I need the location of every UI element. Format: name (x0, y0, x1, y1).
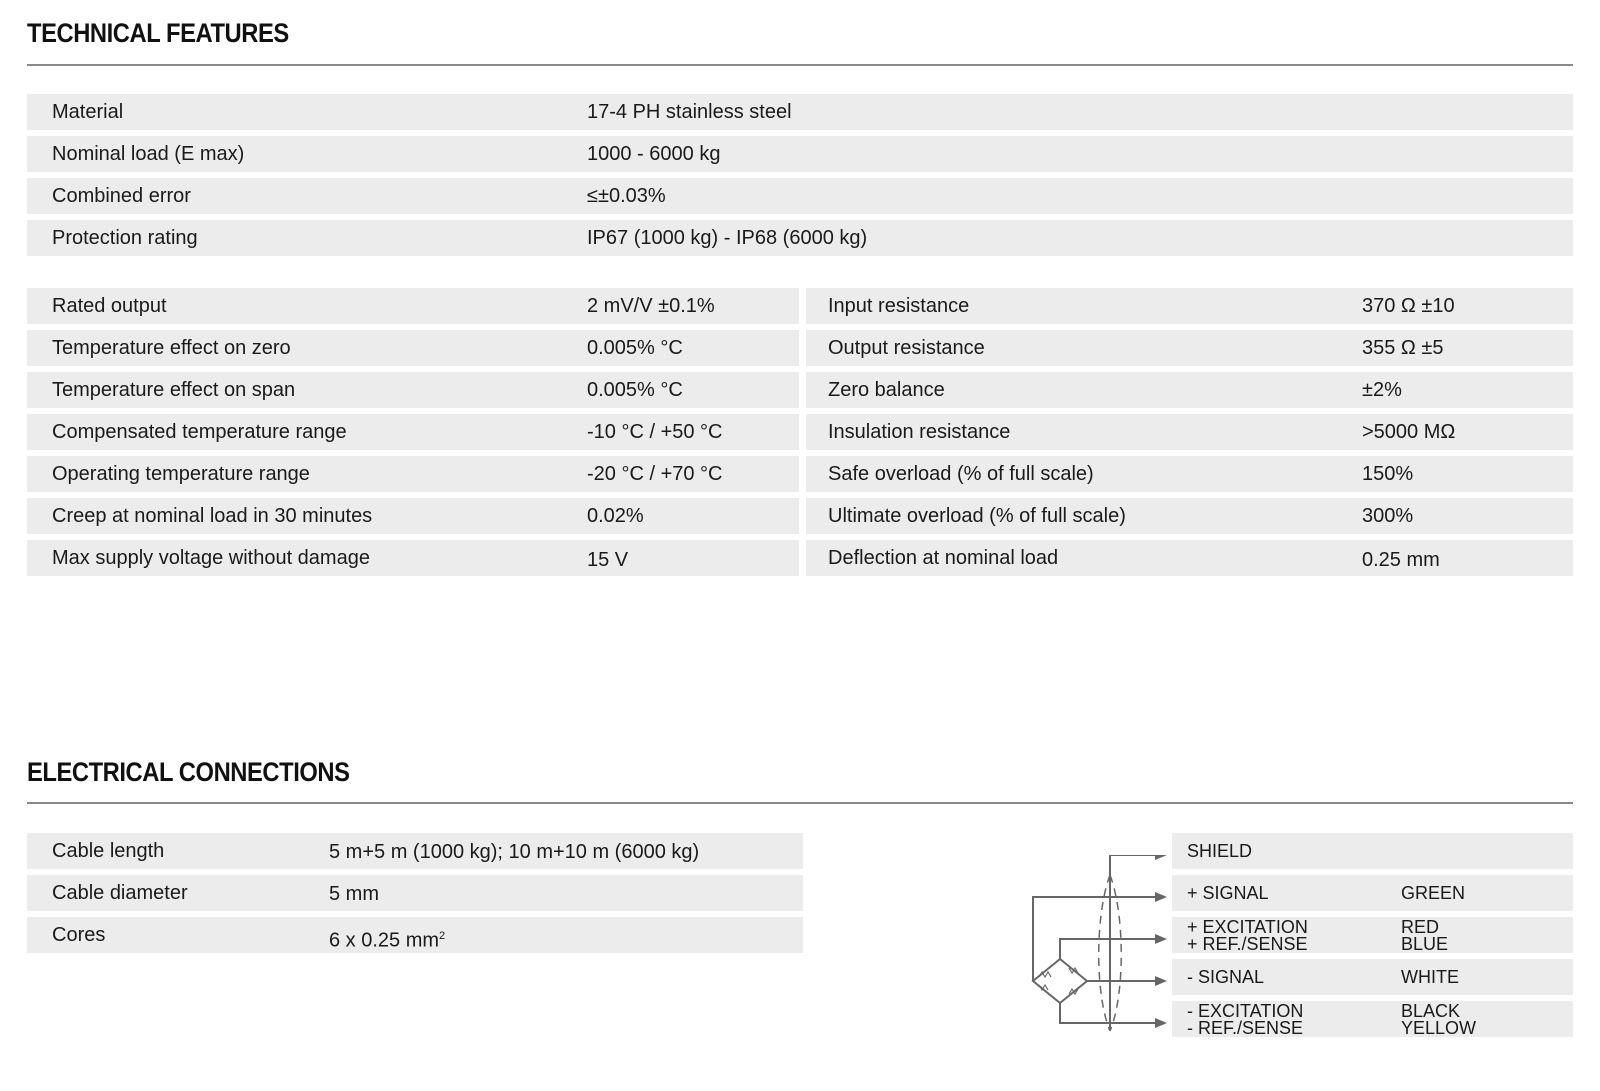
spec-value: 370 Ω ±10 (1362, 295, 1455, 317)
cores-superscript: 2 (439, 930, 446, 942)
spec-value: 15 V (587, 549, 629, 571)
cores-value: 6 x 0.25 mm (329, 929, 440, 952)
wire-row-plus-excitation (1172, 917, 1573, 953)
spec-row (806, 456, 1573, 492)
title-divider (27, 64, 1573, 66)
spec-label: Ultimate overload (% of full scale) (828, 505, 1126, 527)
arrow-icon (1155, 976, 1167, 986)
spec-row (806, 288, 1573, 324)
cable-row-length (27, 833, 803, 869)
wiring-diagram (1025, 855, 1170, 1065)
spec-label: Combined error (52, 185, 191, 207)
spec-label: Operating temperature range (52, 463, 310, 485)
spec-value: -10 °C / +50 °C (587, 421, 723, 443)
electrical-connections-title: ELECTRICAL CONNECTIONS (27, 757, 350, 787)
plus-excitation-wire (1060, 939, 1155, 959)
spec-label: Insulation resistance (828, 421, 1011, 443)
spec-label: Safe overload (% of full scale) (828, 463, 1094, 485)
spec-value: 355 Ω ±5 (1362, 337, 1444, 359)
minus-excitation-wire (1060, 1003, 1155, 1023)
spec-label: Temperature effect on span (52, 379, 296, 401)
title-divider (27, 802, 1573, 804)
wire-color: RED (1401, 917, 1440, 937)
spec-label: Output resistance (828, 337, 985, 359)
cable-row-cores (27, 917, 803, 953)
spec-label: Input resistance (828, 295, 970, 317)
arrow-icon (1155, 892, 1167, 902)
spec-label: Rated output (52, 295, 167, 317)
cable-label: Cable diameter (52, 882, 188, 904)
wire-color: BLACK (1401, 1001, 1461, 1021)
spec-value: 0.02% (587, 505, 644, 527)
spec-row (806, 498, 1573, 534)
spec-label: Compensated temperature range (52, 421, 347, 443)
spec-row (27, 498, 799, 534)
spec-row (806, 330, 1573, 366)
cable-label: Cable length (52, 840, 165, 862)
wire-signal: - SIGNAL (1187, 967, 1265, 987)
cable-value (329, 918, 445, 959)
spec-row-nominal-load (27, 136, 1573, 172)
wire-signal: + EXCITATION (1187, 917, 1308, 937)
wire-row-plus-signal (1172, 875, 1573, 911)
spec-row (806, 540, 1573, 576)
bridge-icon (1033, 959, 1087, 1003)
spec-label: Material (52, 101, 124, 123)
spec-value: 1000 - 6000 kg (587, 143, 721, 165)
spec-label: Zero balance (828, 379, 945, 401)
spec-row (806, 414, 1573, 450)
spec-value: 0.25 mm (1362, 549, 1440, 571)
spec-label: Creep at nominal load in 30 minutes (52, 505, 373, 527)
spec-row (27, 414, 799, 450)
wire-signal: SHIELD (1187, 841, 1253, 861)
spec-row (27, 540, 799, 576)
spec-value: 300% (1362, 505, 1414, 527)
wire-row-minus-excitation (1172, 1001, 1573, 1037)
wire-signal: - EXCITATION (1187, 1001, 1304, 1021)
wire-color: BLUE (1401, 934, 1449, 954)
wire-color: WHITE (1401, 967, 1459, 987)
spec-row-protection-rating (27, 220, 1573, 256)
spec-value: -20 °C / +70 °C (587, 463, 723, 485)
spec-label: Nominal load (E max) (52, 143, 245, 165)
wire-row-minus-signal (1172, 959, 1573, 995)
cable-label: Cores (52, 924, 106, 946)
spec-label: Deflection at nominal load (828, 547, 1059, 569)
spec-row-material (27, 94, 1573, 130)
spec-row-combined-error (27, 178, 1573, 214)
wire-row-shield (1172, 833, 1573, 869)
spec-value: ≤±0.03% (587, 185, 666, 207)
spec-value: 150% (1362, 463, 1414, 485)
spec-row (27, 288, 799, 324)
wire-signal: - REF./SENSE (1187, 1018, 1304, 1038)
spec-row (27, 330, 799, 366)
spec-value: >5000 MΩ (1362, 421, 1456, 443)
cable-value: 5 m+5 m (1000 kg); 10 m+10 m (6000 kg) (329, 841, 700, 863)
spec-label: Protection rating (52, 227, 198, 249)
technical-features-title: TECHNICAL FEATURES (27, 18, 289, 48)
wire-signal: + SIGNAL (1187, 883, 1269, 903)
spec-value: ±2% (1362, 379, 1402, 401)
arrow-icon (1155, 1018, 1167, 1028)
wire-color: YELLOW (1401, 1018, 1477, 1038)
spec-value: 0.005% °C (587, 379, 683, 401)
spec-value: 2 mV/V ±0.1% (587, 295, 715, 317)
arrow-icon (1155, 934, 1167, 944)
spec-row (27, 456, 799, 492)
spec-value: 0.005% °C (587, 337, 683, 359)
spec-row (27, 372, 799, 408)
arrow-icon (1155, 855, 1167, 860)
spec-label: Temperature effect on zero (52, 337, 291, 359)
wire-signal: + REF./SENSE (1187, 934, 1308, 954)
spec-value: 17-4 PH stainless steel (587, 101, 792, 123)
cable-row-diameter (27, 875, 803, 911)
spec-label: Max supply voltage without damage (52, 547, 370, 569)
spec-row (806, 372, 1573, 408)
cable-value: 5 mm (329, 883, 379, 905)
spec-value: IP67 (1000 kg) - IP68 (6000 kg) (587, 227, 868, 249)
wire-color: GREEN (1401, 883, 1466, 903)
